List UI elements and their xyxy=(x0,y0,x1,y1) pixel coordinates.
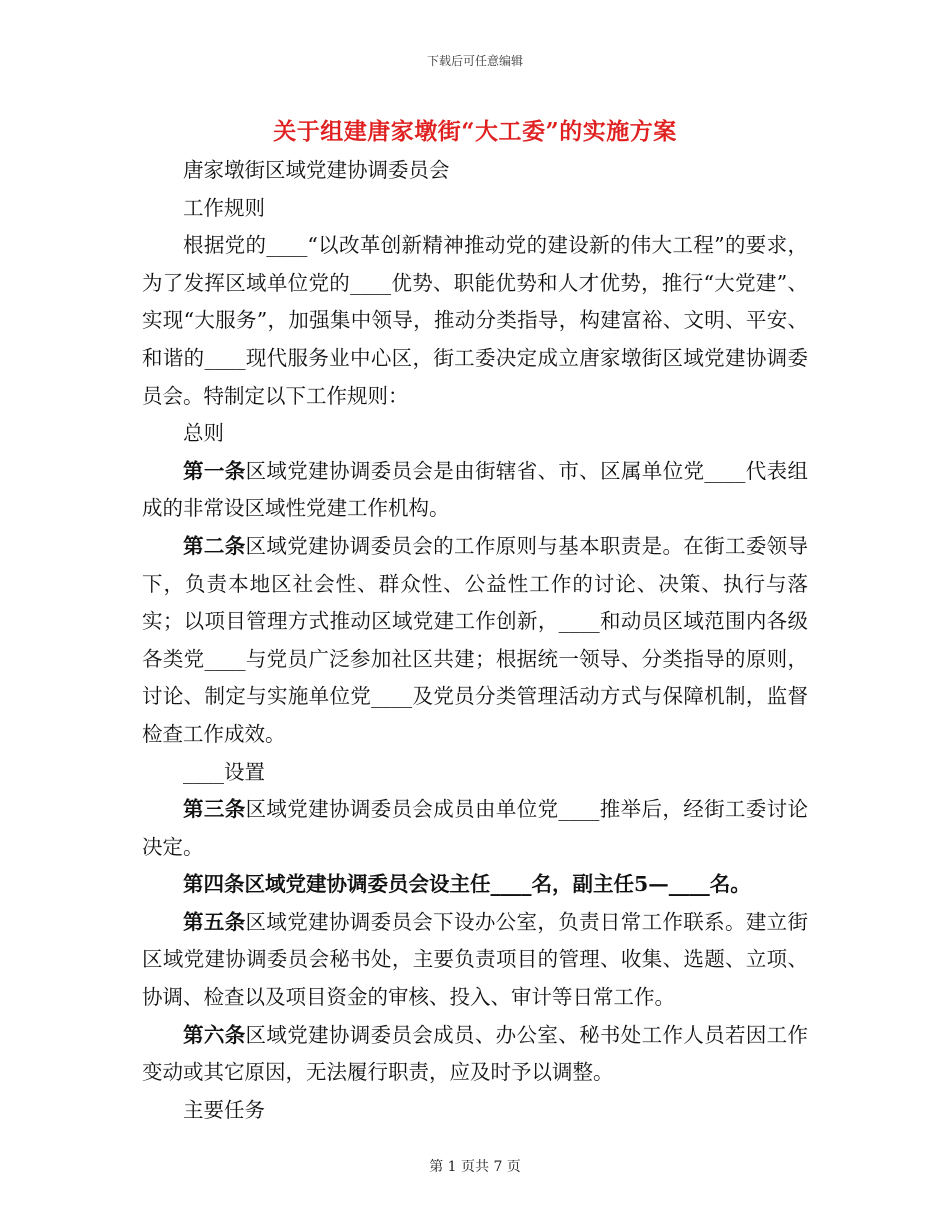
article-1-label: 第一条 xyxy=(183,458,246,483)
rules-heading: 工作规则 xyxy=(183,195,265,220)
article-3-label: 第三条 xyxy=(183,797,246,822)
page-footer: 第 1 页共 7 页 xyxy=(429,1159,521,1175)
article-1 xyxy=(142,453,808,528)
committee-name: 唐家墩街区域党建协调委员会 xyxy=(183,158,450,182)
article-5-label: 第五条 xyxy=(183,909,246,934)
article-2 xyxy=(142,528,808,754)
document-title: 关于组建唐家墩街“大工委”的实施方案 xyxy=(273,118,677,145)
article-3 xyxy=(142,791,808,866)
article-2-label: 第二条 xyxy=(183,533,246,558)
document-body xyxy=(142,152,808,1129)
page-header-note: 下载后可任意编辑 xyxy=(426,54,523,68)
article-6-label: 第六条 xyxy=(183,1022,246,1047)
article-1-text: 区域党建协调委员会是由街辖省、市、区属单位党____代表组成的非常设区域性党建工作机构。 xyxy=(142,458,809,521)
article-5-text: 区域党建协调委员会下设办公室，负责日常工作联系。建立街区域党建协调委员会秘书处，主要负责项目的管理、收集、选题、立项、协调、检查以及项目资金的审核、投入、审计等日常工作。 xyxy=(142,909,809,1010)
article-4: 第四条区域党建协调委员会设主任____名，副主任5—____名。 xyxy=(183,872,751,897)
article-3-text: 区域党建协调委员会成员由单位党____推举后，经街工委讨论决定。 xyxy=(142,797,809,859)
article-5 xyxy=(142,904,808,1017)
article-2-text: 区域党建协调委员会的工作原则与基本职责是。在街工委领导下，负责本地区社会性、群众性、公益性工作的讨论、决策、执行与落实；以项目管理方式推动区域党建工作创新，____和动员区域范围内各级各类党____与党员广泛参加社区共建；根据统一领导、分类指导的原则，讨论、制定与实施单位党____及党员分类管理活动方式与保障机制，监督检查工作成效。 xyxy=(142,533,809,746)
tasks-heading: 主要任务 xyxy=(183,1097,265,1122)
article-6-text: 区域党建协调委员会成员、办公室、秘书处工作人员若因工作变动或其它原因，无法履行职责，应及时予以调整。 xyxy=(142,1022,809,1085)
intro-paragraph: 根据党的____“以改革创新精神推动党的建设新的伟大工程”的要求，为了发挥区域单位党的____优势、职能优势和人才优势，推行“大党建”、实现“大服务”，加强集中领导，推动分类指导，构建富裕、文明、平安、和谐的____现代服务业中心区，街工委决定成立唐家墩街区域党建协调委员会。特制定以下工作规则： xyxy=(142,233,808,408)
setup-heading: ____设置 xyxy=(183,759,265,784)
article-6 xyxy=(142,1017,808,1092)
general-heading: 总则 xyxy=(183,421,224,446)
